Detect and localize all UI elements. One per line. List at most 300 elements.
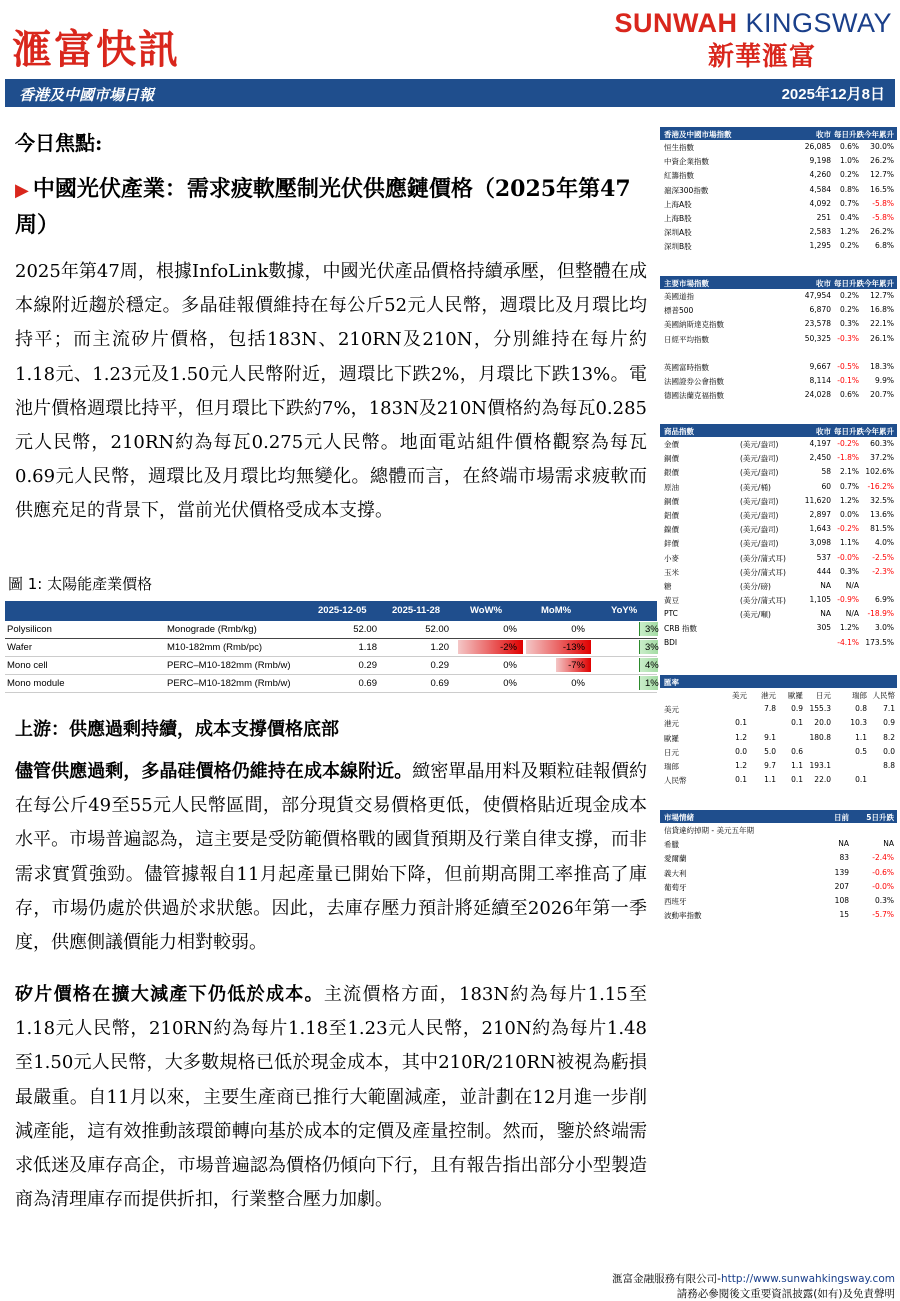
close-value: 4,197 bbox=[809, 439, 831, 448]
fx-rate: 0.1 bbox=[855, 775, 867, 785]
table-row bbox=[660, 731, 897, 745]
daily-change: 2.1% bbox=[839, 467, 859, 477]
ytd-change: 20.7% bbox=[870, 390, 894, 400]
ytd-change: 60.3% bbox=[870, 439, 894, 448]
logo-sunwah: SUNWAH bbox=[614, 8, 746, 38]
yoy-value: 4% bbox=[645, 660, 659, 671]
daily-change: 0.8% bbox=[839, 184, 859, 194]
fx-rate: 1.1 bbox=[764, 775, 776, 785]
currency-label: 美元 bbox=[732, 691, 747, 700]
solar-price-table bbox=[5, 601, 657, 693]
table-row bbox=[660, 140, 897, 154]
commodity-name: 銀價 bbox=[664, 468, 679, 478]
daily-change: N/A bbox=[845, 609, 859, 619]
table-row bbox=[660, 346, 897, 360]
market-name: 愛爾蘭 bbox=[664, 854, 687, 864]
currency-name: 人民幣 bbox=[664, 776, 687, 786]
fx-rate: 1.2 bbox=[735, 760, 747, 770]
table-row bbox=[660, 702, 897, 716]
subtitle-text: 信貸違約掉期 - 美元五年期 bbox=[664, 826, 754, 835]
previous-price: 0.69 bbox=[430, 678, 449, 689]
wow-value: 0% bbox=[503, 624, 517, 635]
wow-value: 0% bbox=[503, 678, 517, 689]
currency-name: 日元 bbox=[664, 747, 679, 757]
daily-change: -0.2% bbox=[837, 524, 859, 534]
table-row bbox=[660, 494, 897, 508]
fx-rate: 0.5 bbox=[855, 746, 867, 756]
headline bbox=[15, 172, 645, 243]
commodity-name: 玉米 bbox=[664, 567, 679, 577]
col-header: 2025-12-05 bbox=[318, 605, 367, 616]
header-label: 每日升跌 bbox=[834, 427, 864, 436]
current-price: 0.29 bbox=[358, 660, 377, 671]
fx-rate: 0.0 bbox=[735, 746, 747, 756]
commodity-unit: (美元/盎司) bbox=[740, 510, 779, 520]
fx-rate: 9.7 bbox=[764, 760, 776, 770]
daily-change: 0.2% bbox=[839, 305, 859, 315]
commodity-name: 銅價 bbox=[664, 496, 679, 506]
currency-name: 港元 bbox=[664, 719, 679, 729]
product-spec: Monograde (Rmb/kg) bbox=[167, 624, 257, 635]
close-value: 47,954 bbox=[804, 291, 831, 300]
header-label: 匯率 bbox=[664, 678, 679, 687]
previous-price: 1.20 bbox=[430, 642, 449, 653]
daily-change: 0.3% bbox=[839, 319, 859, 329]
close-value: 2,450 bbox=[809, 453, 831, 463]
ytd-change: 16.5% bbox=[870, 184, 894, 194]
index-name: 標普500 bbox=[664, 306, 694, 316]
mom-value: 0% bbox=[571, 678, 585, 689]
index-name: 英國富時指數 bbox=[664, 362, 709, 372]
market-sentiment-table bbox=[660, 810, 897, 922]
footer-company bbox=[612, 1271, 895, 1286]
five-day-change: -0.0% bbox=[872, 881, 894, 891]
wow-value: 0% bbox=[503, 660, 517, 671]
daily-change: 0.2% bbox=[839, 241, 859, 251]
index-name: 上海A股 bbox=[664, 199, 692, 209]
daily-change: 0.2% bbox=[839, 291, 859, 300]
header-label: 今年累升 bbox=[864, 279, 894, 288]
daily-change: 0.0% bbox=[839, 509, 859, 519]
index-name: 紅籌指數 bbox=[664, 171, 694, 181]
table-row bbox=[660, 773, 897, 787]
report-subtitle: 香港及中國市場日報 bbox=[19, 86, 155, 104]
ytd-change: 9.9% bbox=[874, 376, 894, 386]
index-name: 法國證券公會指數 bbox=[664, 377, 724, 387]
daily-change: 0.7% bbox=[839, 198, 859, 208]
commodity-unit: (美分/蒲式耳) bbox=[740, 553, 786, 563]
currency-label: 瑞郎 bbox=[852, 691, 867, 700]
fx-rate: 7.8 bbox=[764, 704, 776, 714]
paragraph-body: 緻密單晶用料及顆粒硅報價約在每公斤49至55元人民幣區間，部分現貨交易價格更低，使價格貼近現金成本水平。市場普遍認為，這主要是受防範價格戰的國貨預期及行業自律支撐，而非需求實質強勁。儘管據報自11月起產量已開始下降，但前期高開工率推高了庫存，市場仍處於供過於求狀態。因此，去庫存壓力預計將延續至2026年第一季度，供應側議價能力相對較弱。 bbox=[15, 761, 648, 954]
daily-change: -0.5% bbox=[837, 361, 859, 371]
paragraph-lead: 儘管供應過剩，多晶硅價格仍維持在成本線附近。 bbox=[15, 761, 413, 782]
index-name: 深圳B股 bbox=[664, 242, 692, 252]
daily-change: -0.0% bbox=[837, 552, 859, 562]
spread-value: 15 bbox=[839, 910, 849, 920]
commodity-unit: (美元/盎司) bbox=[740, 525, 779, 535]
table-row bbox=[660, 317, 897, 331]
close-value: 4,584 bbox=[809, 184, 831, 194]
table-row bbox=[660, 211, 897, 225]
index-name: 日經平均指數 bbox=[664, 334, 709, 344]
focus-label: 今日焦點: bbox=[15, 131, 103, 155]
commodity-name: 鎳價 bbox=[664, 525, 679, 535]
fx-rate: 0.9 bbox=[791, 704, 803, 714]
table-row bbox=[660, 183, 897, 197]
ytd-change: 6.9% bbox=[874, 595, 894, 605]
five-day-change: NA bbox=[883, 839, 894, 849]
headline-text: 中國光伏產業：需求疲軟壓制光伏供應鏈價格（2025年第47周） bbox=[15, 176, 631, 238]
triangle-bullet-icon: ▶ bbox=[15, 180, 29, 201]
paragraph-body: 主流價格方面，183N約為每片1.15至1.18元人民幣，210RN約為每片1.18至1.23元人民幣，210N約為每片1.48至1.50元人民幣，大多數規格已低於現金成本，其中210R/210RN被視為虧損最嚴重。自11月以來，主要生產商已推行大範圍減產，並計劃在12月進一步削減產能，這有效推動該環節轉向基於成本的定價及產量控制。然而，鑒於終端需求低迷及庫存高企，市場普遍認為價格仍傾向下行，且有報告指出部分小型製造商為清理庫存而提供折扣，行業整合壓力加劇。 bbox=[15, 984, 648, 1211]
table-row bbox=[660, 759, 897, 773]
index-name: 滬深300指數 bbox=[664, 185, 709, 195]
close-value: 6,870 bbox=[809, 305, 831, 315]
currency-label: 歐羅 bbox=[788, 691, 803, 700]
table-row bbox=[5, 621, 657, 639]
market-name: 義大利 bbox=[664, 868, 687, 878]
table-row bbox=[660, 565, 897, 579]
product-name: Polysilicon bbox=[7, 624, 52, 635]
header-label: 每日升跌 bbox=[834, 279, 864, 288]
currency-label: 日元 bbox=[816, 691, 831, 700]
fx-rate: 0.8 bbox=[855, 704, 867, 714]
col-header: MoM% bbox=[541, 605, 572, 616]
company-name: 滙富金融服務有限公司- bbox=[612, 1273, 721, 1285]
fx-rate: 155.3 bbox=[809, 704, 831, 714]
close-value: NA bbox=[820, 580, 831, 590]
col-header: 2025-11-28 bbox=[392, 605, 441, 616]
daily-change: 0.6% bbox=[839, 390, 859, 400]
daily-change: 1.2% bbox=[839, 495, 859, 505]
commodity-unit: (美元/噸) bbox=[740, 610, 771, 620]
previous-price: 0.29 bbox=[430, 660, 449, 671]
index-name: 美國道指 bbox=[664, 292, 694, 301]
ytd-change: -18.9% bbox=[867, 609, 894, 619]
table-row bbox=[660, 374, 897, 388]
fx-rate: 8.2 bbox=[883, 732, 895, 742]
product-spec: PERC–M10-182mm (Rmb/w) bbox=[167, 678, 291, 689]
spread-value: 207 bbox=[834, 881, 849, 891]
daily-change: -4.1% bbox=[837, 637, 859, 647]
table-row bbox=[660, 437, 897, 451]
fx-rate: 10.3 bbox=[850, 718, 867, 728]
ytd-change: 30.0% bbox=[870, 142, 894, 151]
header-label: 今年累升 bbox=[864, 427, 894, 436]
table-row bbox=[660, 303, 897, 317]
fx-rate: 1.2 bbox=[735, 732, 747, 742]
ytd-change: 12.7% bbox=[870, 291, 894, 300]
table-row bbox=[660, 607, 897, 621]
commodity-name: CRB 指數 bbox=[664, 624, 697, 634]
currency-name: 美元 bbox=[664, 705, 679, 715]
close-value: 2,897 bbox=[809, 509, 831, 519]
section-title: 上游：供應過剩持續，成本支撐價格底部 bbox=[15, 719, 339, 740]
close-value: 9,667 bbox=[809, 361, 831, 371]
table-row bbox=[660, 536, 897, 550]
commodity-unit: (美元/盎司) bbox=[740, 468, 779, 478]
close-value: 60 bbox=[821, 481, 831, 491]
ytd-change: 18.3% bbox=[870, 361, 894, 371]
ytd-change: 13.6% bbox=[870, 509, 894, 519]
product-spec: M10-182mm (Rmb/pc) bbox=[167, 642, 263, 653]
index-name: 上海B股 bbox=[664, 213, 692, 223]
fx-rate: 0.6 bbox=[791, 746, 803, 756]
close-value: 8,114 bbox=[809, 376, 831, 386]
fx-rate: 1.1 bbox=[855, 732, 867, 742]
table-row bbox=[660, 465, 897, 479]
commodity-table bbox=[660, 424, 897, 650]
table-row bbox=[660, 636, 897, 650]
table-row bbox=[5, 657, 657, 675]
intro-paragraph: 2025年第47周，根據InfoLink數據，中國光伏產品價格持續承壓，但整體在成本線附近趨於穩定。多晶硅報價維持在每公斤52元人民幣，週環比及月環比均持平；而主流矽片價格，包括183N、210RN及210N，分別維持在每片約1.18元、1.23元及1.50元人民幣附近，週環比下跌2%，月環比下跌13%。電池片價格週環比持平，但月環比下跌約7%，183N及210N價格約為每瓦0.285元人民幣，210RN約為每瓦0.275元人民幣。地面電站組件價格觀察為每瓦0.69元人民幣，週環比及月環比均無變化。總體而言，在終端市場需求疲軟而供應充足的背景下，當前光伏價格受成本支撐。 bbox=[15, 261, 647, 522]
header-label: 今年累升 bbox=[864, 130, 894, 139]
close-value: 3,098 bbox=[809, 538, 831, 548]
daily-change: 0.2% bbox=[839, 170, 859, 180]
mom-value: -13% bbox=[562, 642, 585, 653]
table-row bbox=[660, 168, 897, 182]
close-value: 4,260 bbox=[809, 170, 831, 180]
daily-change: -1.8% bbox=[837, 453, 859, 463]
commodity-name: PTC bbox=[664, 609, 678, 619]
current-price: 1.18 bbox=[358, 642, 377, 653]
close-value: 58 bbox=[821, 467, 831, 477]
currency-label: 港元 bbox=[761, 691, 776, 700]
paragraph-lead: 矽片價格在擴大減產下仍低於成本。 bbox=[15, 984, 324, 1005]
table-row bbox=[660, 388, 897, 402]
header-label: 收市 bbox=[816, 130, 831, 139]
table-row bbox=[660, 332, 897, 346]
commodity-unit: (美元/盎司) bbox=[740, 496, 779, 506]
fx-table bbox=[660, 675, 897, 787]
table-row bbox=[660, 866, 897, 880]
ytd-change: 26.1% bbox=[870, 333, 894, 343]
daily-change: 0.6% bbox=[839, 142, 859, 151]
header-label: 收市 bbox=[816, 427, 831, 436]
table-row bbox=[660, 837, 897, 851]
table-row bbox=[660, 522, 897, 536]
header-label: 日前 bbox=[834, 813, 849, 822]
fx-rate: 5.0 bbox=[764, 746, 776, 756]
commodity-unit: (美分/蒲式耳) bbox=[740, 567, 786, 577]
ytd-change: -2.5% bbox=[872, 552, 894, 562]
table-row bbox=[5, 639, 657, 657]
commodity-name: 小麥 bbox=[664, 553, 679, 563]
close-value: 24,028 bbox=[804, 390, 831, 400]
major-index-table bbox=[660, 276, 897, 403]
fx-rate: 9.1 bbox=[764, 732, 776, 742]
fx-rate: 180.8 bbox=[809, 732, 831, 742]
five-day-change: -0.6% bbox=[872, 867, 894, 877]
close-value: 4,092 bbox=[809, 198, 831, 208]
five-day-change: -2.4% bbox=[872, 853, 894, 863]
sidebar-header bbox=[660, 424, 897, 437]
logo-kingsway: KINGSWAY bbox=[745, 8, 892, 38]
close-value: 9,198 bbox=[809, 156, 831, 166]
current-price: 52.00 bbox=[353, 624, 377, 635]
mom-value: 0% bbox=[571, 624, 585, 635]
currency-name: 歐羅 bbox=[664, 733, 679, 743]
polysilicon-paragraph bbox=[15, 755, 647, 960]
header-label: 市場情緒 bbox=[664, 813, 694, 822]
col-header: YoY% bbox=[611, 605, 638, 616]
commodity-unit: (美元/桶) bbox=[740, 482, 771, 492]
sentiment-subtitle bbox=[660, 823, 897, 837]
close-value: 23,578 bbox=[804, 319, 831, 329]
daily-change: 0.7% bbox=[839, 481, 859, 491]
report-banner bbox=[5, 79, 895, 107]
header-label: 香港及中國市場指數 bbox=[664, 130, 732, 139]
index-name: 德國法蘭克福指數 bbox=[664, 391, 724, 401]
daily-change: 1.1% bbox=[839, 538, 859, 548]
daily-change: -0.3% bbox=[837, 333, 859, 343]
header-label: 每日升跌 bbox=[834, 130, 864, 139]
figure-caption: 圖 1: 太陽能產業價格 bbox=[8, 575, 153, 593]
table-row bbox=[660, 154, 897, 168]
ytd-change: 3.0% bbox=[874, 623, 894, 633]
close-value: 444 bbox=[816, 566, 831, 576]
table-row bbox=[660, 908, 897, 922]
brand-title: 滙富快訊 bbox=[12, 26, 180, 73]
fx-rate: 0.1 bbox=[735, 718, 747, 728]
commodity-name: 銅價 bbox=[664, 454, 679, 464]
current-price: 0.69 bbox=[358, 678, 377, 689]
table-row bbox=[660, 579, 897, 593]
commodity-unit: (美元/盎司) bbox=[740, 539, 779, 549]
close-value: 251 bbox=[816, 212, 831, 222]
ytd-change: -16.2% bbox=[867, 481, 894, 491]
ytd-change: 26.2% bbox=[870, 227, 894, 237]
sidebar-header bbox=[660, 810, 897, 823]
table-row bbox=[660, 480, 897, 494]
fx-rate: 0.0 bbox=[883, 746, 895, 756]
table-row bbox=[660, 880, 897, 894]
currency-name: 瑞郎 bbox=[664, 761, 679, 771]
commodity-unit: (美元/盎司) bbox=[740, 454, 779, 464]
fx-rate: 8.8 bbox=[883, 760, 895, 770]
yoy-value: 1% bbox=[645, 678, 659, 689]
fx-rate: 193.1 bbox=[809, 760, 831, 770]
daily-change: N/A bbox=[845, 580, 859, 590]
close-value: 1,105 bbox=[809, 595, 831, 605]
five-day-change: -5.7% bbox=[872, 910, 894, 920]
commodity-unit: (美元/盎司) bbox=[740, 440, 779, 449]
market-name: 葡萄牙 bbox=[664, 882, 687, 892]
close-value: 11,620 bbox=[804, 495, 831, 505]
daily-change: 1.2% bbox=[839, 623, 859, 633]
ytd-change: 16.8% bbox=[870, 305, 894, 315]
footer-disclaimer: 請務必參閱後文重要資訊披露(如有)及免責聲明 bbox=[676, 1288, 895, 1300]
table-row bbox=[660, 451, 897, 465]
ytd-change: -5.8% bbox=[872, 198, 894, 208]
header-label: 5日升跌 bbox=[866, 813, 894, 822]
currency-label: 人民幣 bbox=[872, 691, 895, 700]
ytd-change: -2.3% bbox=[872, 566, 894, 576]
daily-change: -0.2% bbox=[837, 439, 859, 448]
commodity-unit: (美分/蒲式耳) bbox=[740, 596, 786, 606]
commodity-name: 鋁價 bbox=[664, 510, 679, 520]
header-label: 主要市場指數 bbox=[664, 279, 709, 288]
commodity-name: 鋅價 bbox=[664, 539, 679, 549]
ytd-change: 6.8% bbox=[874, 241, 894, 251]
table-row bbox=[660, 745, 897, 759]
table-row bbox=[660, 239, 897, 253]
spread-value: NA bbox=[838, 839, 849, 849]
table-row bbox=[660, 593, 897, 607]
product-name: Wafer bbox=[7, 642, 32, 653]
close-value: 1,643 bbox=[809, 524, 831, 534]
commodity-name: 黃豆 bbox=[664, 596, 679, 606]
sidebar-header bbox=[660, 675, 897, 688]
market-name: 西班牙 bbox=[664, 896, 687, 906]
table-row bbox=[660, 360, 897, 374]
wow-value: -2% bbox=[500, 642, 517, 653]
five-day-change: 0.3% bbox=[874, 895, 894, 905]
spread-value: 108 bbox=[834, 895, 849, 905]
table-row bbox=[660, 894, 897, 908]
ytd-change: 22.1% bbox=[870, 319, 894, 329]
table-row bbox=[5, 675, 657, 693]
product-name: Mono module bbox=[7, 678, 65, 689]
ytd-change: -5.8% bbox=[872, 212, 894, 222]
commodity-name: 金價 bbox=[664, 440, 679, 449]
table-row bbox=[660, 225, 897, 239]
table-row bbox=[660, 716, 897, 730]
commodity-name: BDI bbox=[664, 637, 678, 647]
header-label: 商品指數 bbox=[664, 427, 694, 436]
close-value: 1,295 bbox=[809, 241, 831, 251]
sidebar-header bbox=[660, 276, 897, 289]
product-name: Mono cell bbox=[7, 660, 48, 671]
spread-value: 83 bbox=[839, 853, 849, 863]
fx-rate: 0.1 bbox=[791, 718, 803, 728]
table-row bbox=[660, 289, 897, 303]
yoy-value: 3% bbox=[645, 642, 659, 653]
ytd-change: 4.0% bbox=[874, 538, 894, 548]
daily-change: -0.9% bbox=[837, 595, 859, 605]
commodity-name: 糖 bbox=[664, 581, 672, 591]
ytd-change: 12.7% bbox=[870, 170, 894, 180]
report-date: 2025年12月8日 bbox=[781, 86, 885, 103]
company-logo-zh: 新華滙富 bbox=[707, 42, 816, 72]
fx-rate: 20.0 bbox=[814, 718, 831, 728]
ytd-change: 32.5% bbox=[870, 495, 894, 505]
ytd-change: 173.5% bbox=[865, 637, 894, 647]
fx-rate: 0.9 bbox=[883, 718, 895, 728]
col-header: WoW% bbox=[470, 605, 503, 616]
table-header bbox=[5, 601, 657, 621]
index-name: 美國納斯達克指數 bbox=[664, 320, 724, 330]
fx-rate: 0.1 bbox=[791, 775, 803, 785]
index-name: 中資企業指數 bbox=[664, 157, 709, 167]
table-row bbox=[660, 851, 897, 865]
mom-value: -7% bbox=[568, 660, 585, 671]
company-link[interactable]: http://www.sunwahkingsway.com bbox=[720, 1273, 895, 1285]
sidebar-header bbox=[660, 127, 897, 140]
fx-rate: 0.1 bbox=[735, 775, 747, 785]
close-value: 2,583 bbox=[809, 227, 831, 237]
close-value: NA bbox=[820, 609, 831, 619]
company-logo-en bbox=[614, 8, 892, 39]
wafer-paragraph bbox=[15, 978, 647, 1217]
ytd-change: 102.6% bbox=[865, 467, 894, 477]
product-spec: PERC–M10-182mm (Rmb/w) bbox=[167, 660, 291, 671]
close-value: 26,085 bbox=[804, 142, 831, 151]
previous-price: 52.00 bbox=[425, 624, 449, 635]
close-value: 50,325 bbox=[804, 333, 831, 343]
close-value: 305 bbox=[816, 623, 831, 633]
